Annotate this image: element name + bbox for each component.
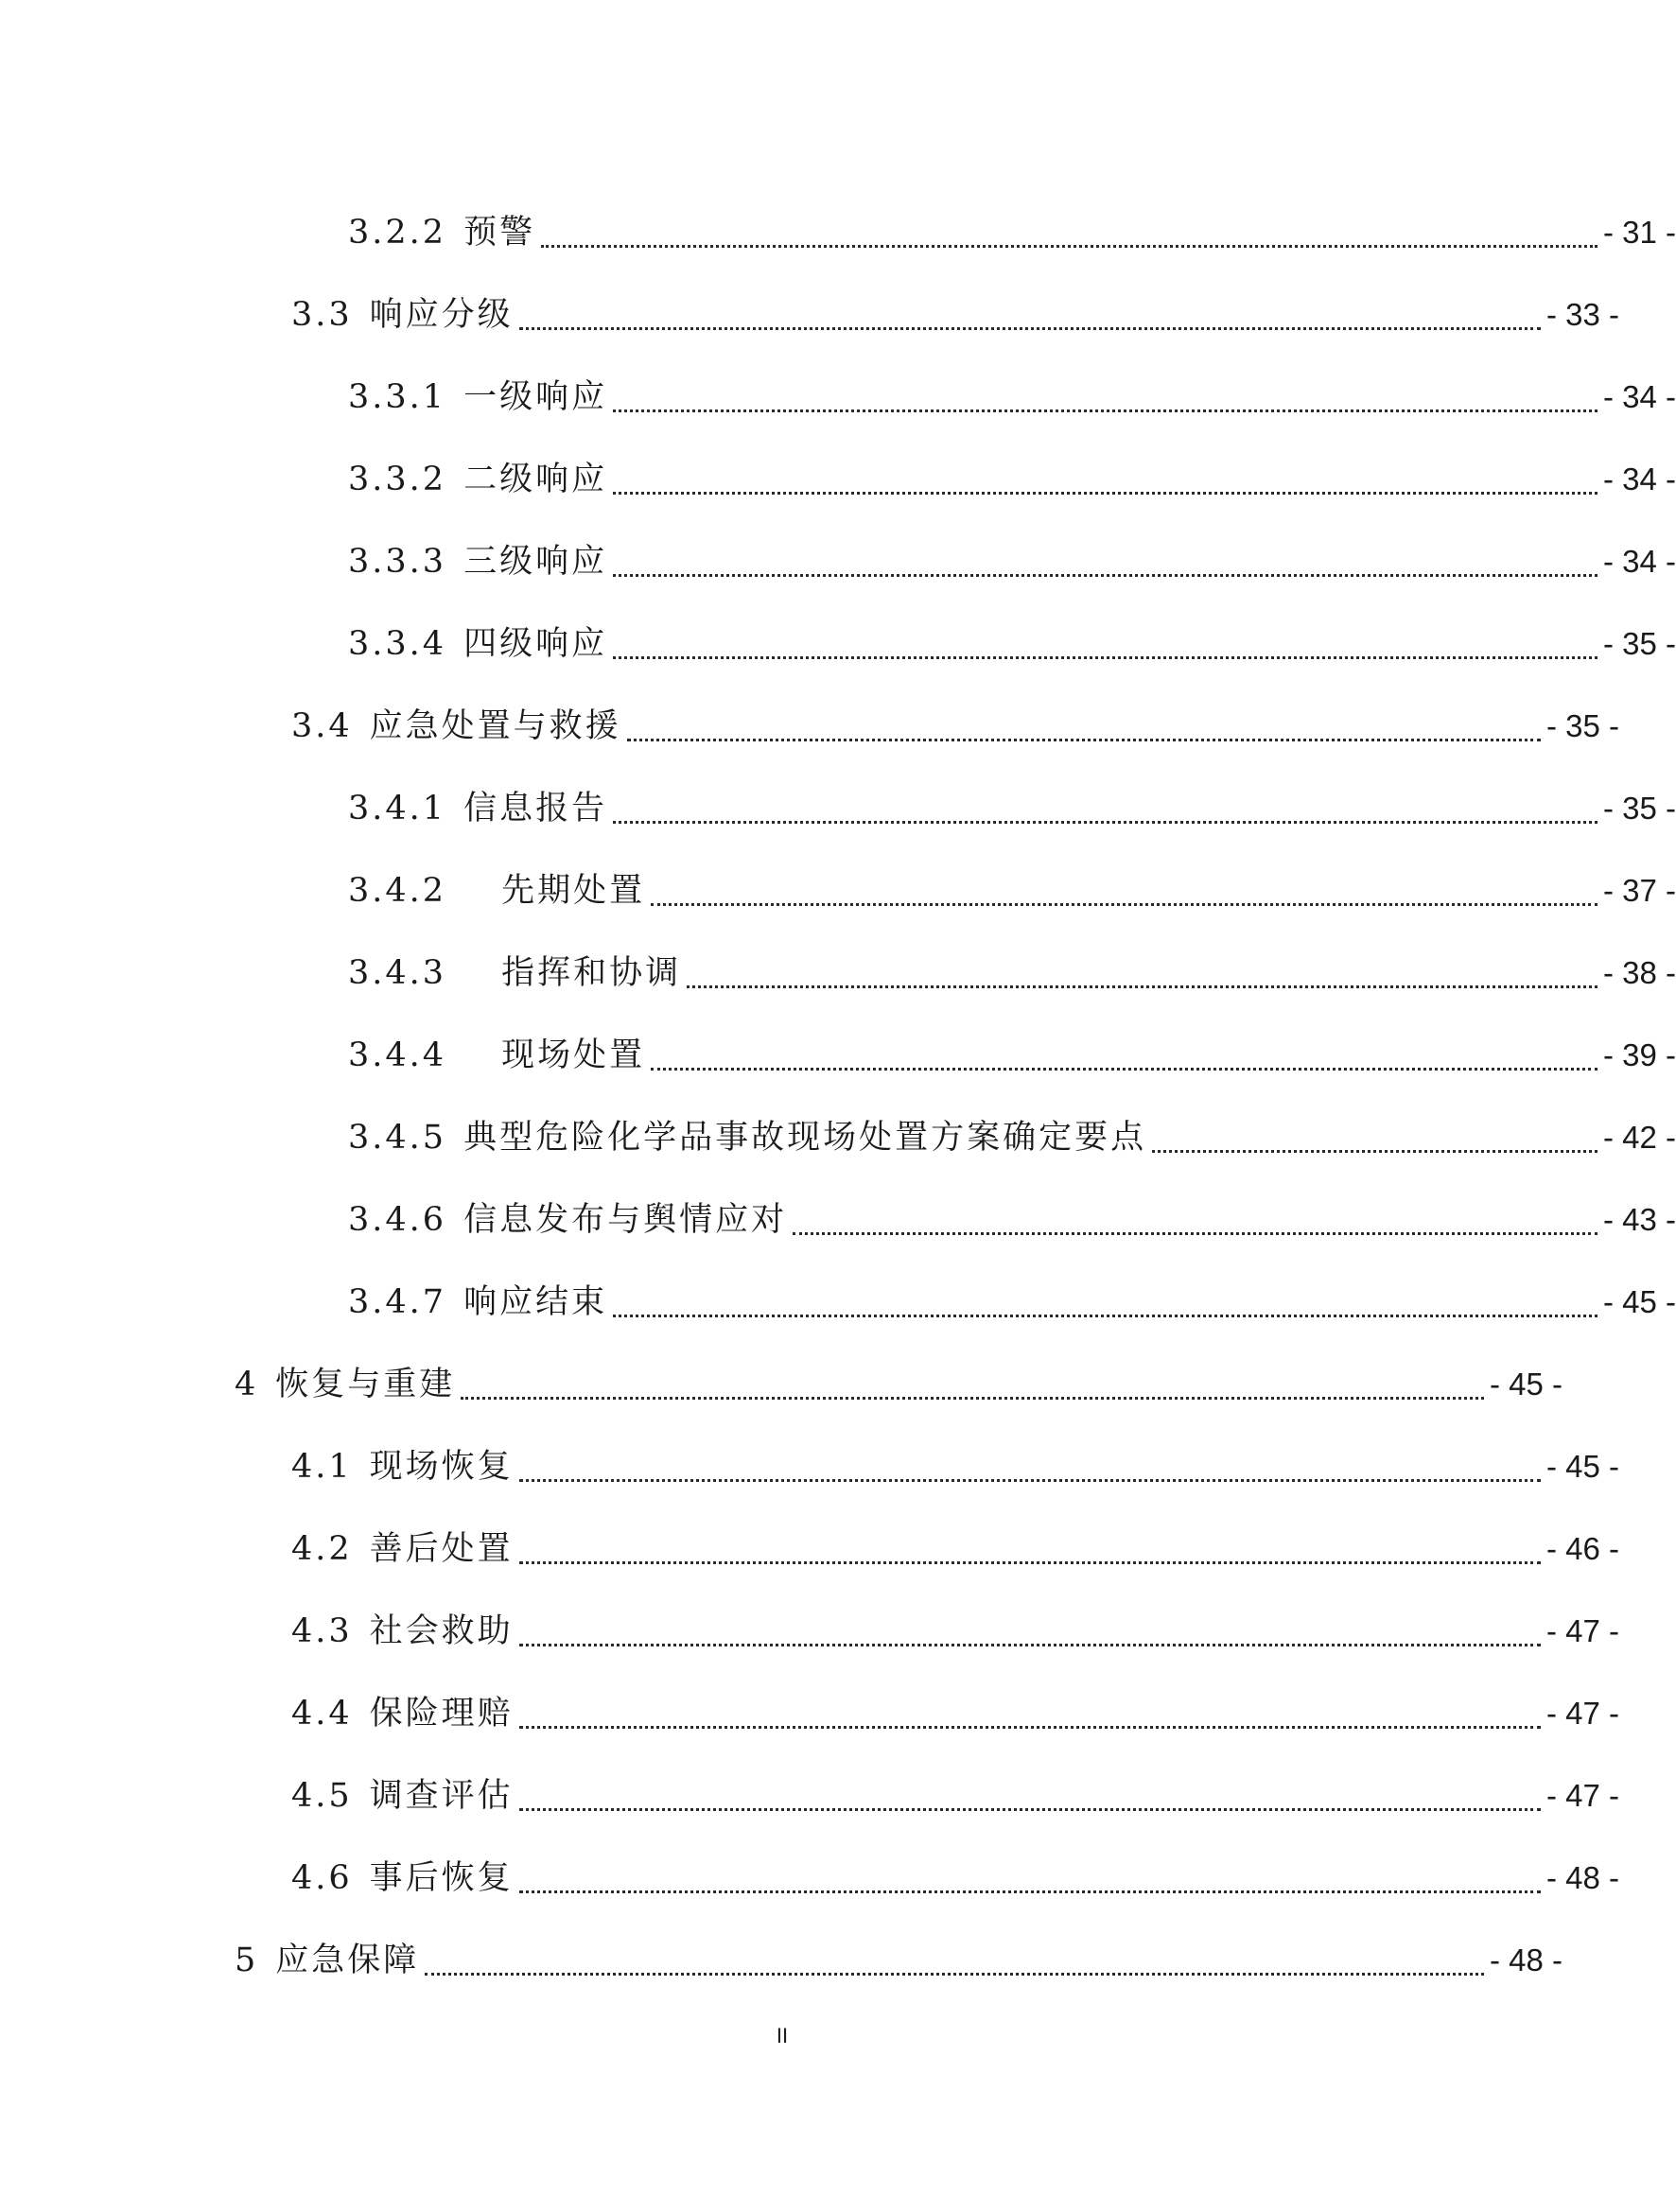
toc-entry-page: - 48 -: [1545, 1860, 1619, 1895]
dot-leader: [461, 1397, 1484, 1400]
dot-leader: [425, 1973, 1484, 1976]
toc-entry-number: 3.4.1: [348, 790, 447, 827]
toc-entry[interactable]: [0, 451, 1676, 508]
toc-entry-title: 二级响应: [463, 461, 608, 498]
toc-entry-title: 恢复与重建: [275, 1366, 456, 1403]
dot-leader: [651, 903, 1597, 906]
toc-entry-number: 3.3.1: [348, 378, 447, 416]
toc-entry[interactable]: [0, 1850, 1619, 1907]
dot-leader: [613, 492, 1597, 495]
toc-entry-title: 三级响应: [463, 543, 608, 581]
toc-entry-page: - 34 -: [1602, 462, 1676, 496]
dot-leader: [519, 1561, 1541, 1564]
toc-entry-page: - 35 -: [1602, 626, 1676, 661]
toc-entry-number: 4: [235, 1366, 259, 1403]
dot-leader: [519, 1644, 1541, 1646]
toc-entry[interactable]: [0, 1356, 1563, 1413]
toc-entry-title: 应急处置与救援: [369, 707, 621, 745]
dot-leader: [651, 1068, 1597, 1071]
toc-entry-title: 信息报告: [463, 790, 608, 827]
toc-entry[interactable]: [0, 1932, 1563, 1989]
toc-entry-page: - 35 -: [1545, 708, 1619, 743]
toc-entry-title: 社会救助: [369, 1612, 514, 1650]
toc-entry-number: 3.3.2: [348, 461, 447, 498]
toc-entry-title: 响应分级: [369, 296, 514, 334]
toc-entry-title: 预警: [463, 214, 536, 252]
toc-entry-number: 3.4.7: [348, 1283, 447, 1321]
toc-entry-page: - 42 -: [1602, 1120, 1676, 1155]
toc-entry-title: 应急保障: [275, 1942, 420, 1979]
toc-entry-title: 先期处置: [501, 872, 646, 910]
toc-entry-title: 事后恢复: [369, 1859, 514, 1897]
toc-entry-number: 4.1: [291, 1448, 353, 1486]
toc-entry-page: - 47 -: [1545, 1778, 1619, 1813]
toc-entry-number: 3.4.6: [348, 1201, 447, 1239]
dot-leader: [793, 1232, 1597, 1235]
toc-entry-page: - 34 -: [1602, 544, 1676, 579]
toc-entry[interactable]: [0, 616, 1676, 672]
toc-entry-page: - 43 -: [1602, 1202, 1676, 1237]
toc-entry[interactable]: [0, 533, 1676, 590]
toc-entry[interactable]: [0, 204, 1676, 261]
toc-entry[interactable]: [0, 1438, 1619, 1495]
toc-entry-title: 响应结束: [463, 1283, 608, 1321]
toc-entry-number: 5: [235, 1942, 259, 1979]
toc-entry-page: - 45 -: [1602, 1284, 1676, 1319]
dot-leader: [519, 1479, 1541, 1482]
toc-entry[interactable]: [0, 1109, 1676, 1166]
toc-entry-page: - 33 -: [1545, 297, 1619, 332]
dot-leader: [519, 1890, 1541, 1893]
toc-entry[interactable]: [0, 780, 1676, 837]
toc-entry[interactable]: [0, 1192, 1676, 1248]
dot-leader: [613, 574, 1597, 577]
toc-entry[interactable]: [0, 369, 1676, 426]
toc-entry-page: - 48 -: [1489, 1942, 1563, 1977]
dot-leader: [613, 821, 1597, 824]
toc-entry-number: 3.3.3: [348, 543, 447, 581]
dot-leader: [519, 327, 1541, 330]
toc-entry[interactable]: [0, 1685, 1619, 1742]
toc-entry-page: - 46 -: [1545, 1531, 1619, 1566]
toc-entry-page: - 45 -: [1489, 1367, 1563, 1402]
toc-entry-title: 信息发布与舆情应对: [463, 1201, 788, 1239]
toc-entry-number: 3.4.3: [348, 954, 447, 992]
dot-leader: [613, 656, 1597, 659]
dot-leader: [687, 985, 1597, 988]
toc-entry[interactable]: [0, 1027, 1676, 1084]
toc-entry-title: 保险理赔: [369, 1695, 514, 1733]
toc-entry[interactable]: [0, 698, 1619, 755]
toc-entry-number: 3.2.2: [348, 214, 447, 252]
toc-entry-number: 3.3.4: [348, 625, 447, 663]
toc-entry-page: - 47 -: [1545, 1696, 1619, 1731]
toc-entry-title: 四级响应: [463, 625, 608, 663]
toc-entry[interactable]: [0, 1768, 1619, 1824]
toc-entry-number: 3.4.4: [348, 1036, 447, 1074]
toc-entry[interactable]: [0, 1521, 1619, 1577]
toc-entry-title: 典型危险化学品事故现场处置方案确定要点: [463, 1119, 1147, 1157]
toc-entry-title: 现场恢复: [369, 1448, 514, 1486]
dot-leader: [519, 1726, 1541, 1729]
toc-entry-page: - 37 -: [1602, 873, 1676, 908]
dot-leader: [613, 409, 1597, 412]
toc-entry-page: - 39 -: [1602, 1037, 1676, 1072]
toc-entry-title: 现场处置: [501, 1036, 646, 1074]
toc-entry-number: 4.5: [291, 1777, 353, 1815]
toc-entry-number: 4.3: [291, 1612, 353, 1650]
toc-entry-title: 善后处置: [369, 1530, 514, 1568]
toc-entry[interactable]: [0, 945, 1676, 1001]
toc-entry-page: - 47 -: [1545, 1613, 1619, 1648]
toc-entry[interactable]: [0, 1274, 1676, 1331]
toc-entry-number: 3.4: [291, 707, 353, 745]
dot-leader: [627, 739, 1541, 741]
dot-leader: [1152, 1150, 1597, 1153]
dot-leader: [541, 245, 1597, 248]
toc-entry-number: 4.2: [291, 1530, 353, 1568]
toc-entry-page: - 34 -: [1602, 379, 1676, 414]
toc-entry[interactable]: [0, 1603, 1619, 1660]
toc-entry-title: 调查评估: [369, 1777, 514, 1815]
toc-entry[interactable]: [0, 287, 1619, 343]
toc-entry-page: - 35 -: [1602, 791, 1676, 826]
toc-entry[interactable]: [0, 862, 1676, 919]
toc-entry-number: 4.4: [291, 1695, 353, 1733]
dot-leader: [519, 1808, 1541, 1811]
toc-entry-page: - 38 -: [1602, 955, 1676, 990]
dot-leader: [613, 1315, 1597, 1317]
toc-entry-title: 指挥和协调: [501, 954, 682, 992]
toc-entry-page: - 31 -: [1602, 215, 1676, 250]
toc-entry-title: 一级响应: [463, 378, 608, 416]
toc-entry-number: 3.4.2: [348, 872, 447, 910]
page-number: II: [776, 2024, 789, 2047]
toc-entry-number: 4.6: [291, 1859, 353, 1897]
toc-entry-page: - 45 -: [1545, 1449, 1619, 1484]
toc-entry-number: 3.4.5: [348, 1119, 447, 1157]
toc-entry-number: 3.3: [291, 296, 353, 334]
